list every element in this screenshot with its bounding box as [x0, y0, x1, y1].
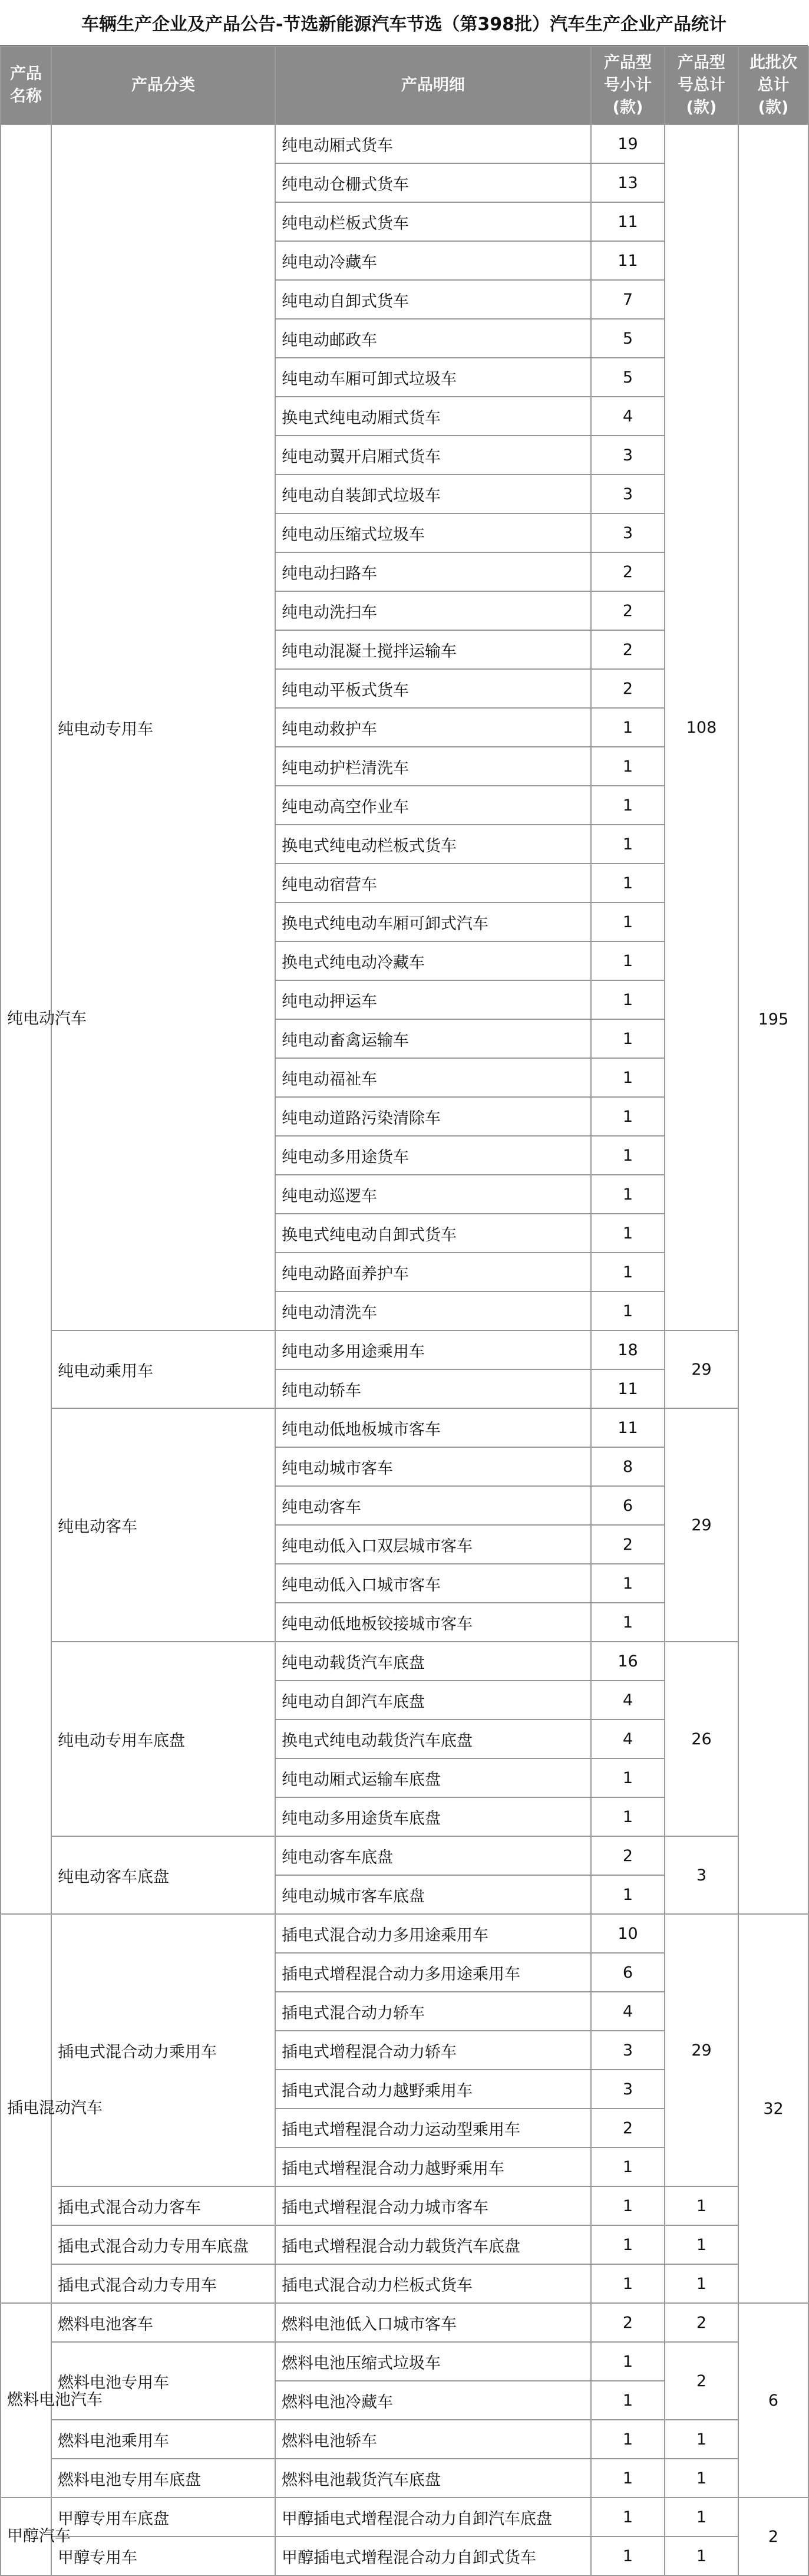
product-category-cell: 甲醇专用车底盘	[51, 2498, 275, 2537]
model-total-cell: 3	[665, 1836, 738, 1914]
product-detail-cell: 纯电动宿营车	[275, 864, 591, 902]
product-detail-cell: 纯电动压缩式垃圾车	[275, 513, 591, 552]
batch-total-cell: 6	[738, 2303, 808, 2498]
model-subtotal-cell: 5	[591, 319, 665, 358]
model-total-cell: 2	[665, 2342, 738, 2420]
header-batch-total: 此批次总计(款)	[738, 47, 808, 124]
model-subtotal-cell: 1	[591, 747, 665, 786]
table-row	[1, 2225, 808, 2264]
model-subtotal-cell: 1	[591, 1758, 665, 1797]
model-subtotal-cell: 6	[591, 1953, 665, 1992]
model-subtotal-cell: 1	[591, 708, 665, 747]
model-total-cell: 26	[665, 1642, 738, 1836]
model-total-cell: 29	[665, 1914, 738, 2186]
product-detail-cell: 燃料电池低入口城市客车	[275, 2303, 591, 2342]
product-detail-cell: 纯电动混凝土搅拌运输车	[275, 630, 591, 669]
header-model-subtotal: 产品型号小计(款)	[591, 47, 665, 124]
model-subtotal-cell: 1	[591, 1214, 665, 1253]
model-total-cell: 1	[665, 2264, 738, 2303]
product-category-cell: 甲醇专用车	[51, 2537, 275, 2575]
table-row	[1, 1408, 808, 1447]
product-category-cell: 插电式混合动力专用车底盘	[51, 2225, 275, 2264]
product-detail-cell: 插电式混合动力多用途乘用车	[275, 1914, 591, 1953]
table-row	[1, 2537, 808, 2575]
model-subtotal-cell: 2	[591, 669, 665, 708]
product-detail-cell: 插电式增程混合动力运动型乘用车	[275, 2109, 591, 2147]
model-subtotal-cell: 1	[591, 1797, 665, 1836]
product-detail-cell: 纯电动翼开启厢式货车	[275, 436, 591, 475]
model-subtotal-cell: 13	[591, 163, 665, 202]
batch-total-cell: 2	[738, 2498, 808, 2575]
model-subtotal-cell: 1	[591, 1019, 665, 1058]
product-detail-cell: 纯电动押运车	[275, 980, 591, 1019]
model-subtotal-cell: 4	[591, 397, 665, 436]
batch-total-cell: 195	[738, 124, 808, 1914]
model-subtotal-cell: 1	[591, 2381, 665, 2420]
model-total-cell: 1	[665, 2420, 738, 2459]
product-detail-cell: 换电式纯电动自卸式货车	[275, 1214, 591, 1253]
model-subtotal-cell: 1	[591, 2498, 665, 2537]
table-row	[1, 124, 808, 163]
product-detail-cell: 换电式纯电动车厢可卸式汽车	[275, 902, 591, 941]
table-row	[1, 1914, 808, 1953]
product-detail-cell: 纯电动多用途货车底盘	[275, 1797, 591, 1836]
model-subtotal-cell: 11	[591, 1369, 665, 1408]
model-subtotal-cell: 4	[591, 1719, 665, 1758]
model-subtotal-cell: 11	[591, 241, 665, 280]
product-detail-cell: 纯电动低入口双层城市客车	[275, 1525, 591, 1564]
model-total-cell: 1	[665, 2537, 738, 2575]
product-detail-cell: 插电式混合动力越野乘用车	[275, 2070, 591, 2109]
model-subtotal-cell: 1	[591, 1175, 665, 1214]
model-subtotal-cell: 1	[591, 2342, 665, 2381]
product-detail-cell: 纯电动巡逻车	[275, 1175, 591, 1214]
product-detail-cell: 纯电动客车底盘	[275, 1836, 591, 1875]
product-detail-cell: 纯电动冷藏车	[275, 241, 591, 280]
model-subtotal-cell: 18	[591, 1330, 665, 1369]
model-subtotal-cell: 2	[591, 2303, 665, 2342]
product-detail-cell: 燃料电池压缩式垃圾车	[275, 2342, 591, 2381]
product-detail-cell: 插电式混合动力轿车	[275, 1992, 591, 2031]
model-subtotal-cell: 4	[591, 1992, 665, 2031]
product-detail-cell: 纯电动栏板式货车	[275, 202, 591, 241]
table-row	[1, 2186, 808, 2225]
product-detail-cell: 纯电动低地板铰接城市客车	[275, 1603, 591, 1642]
table-row	[1, 1836, 808, 1875]
header-row	[1, 47, 808, 124]
product-category-cell: 燃料电池专用车底盘	[51, 2459, 275, 2498]
header-product-name: 产品名称	[1, 47, 51, 124]
model-subtotal-cell: 2	[591, 552, 665, 591]
product-category-cell: 燃料电池乘用车	[51, 2420, 275, 2459]
model-subtotal-cell: 1	[591, 1253, 665, 1292]
model-subtotal-cell: 3	[591, 475, 665, 513]
product-group-cell: 甲醇汽车	[1, 2498, 51, 2575]
model-subtotal-cell: 1	[591, 1058, 665, 1097]
model-subtotal-cell: 5	[591, 358, 665, 397]
model-subtotal-cell: 11	[591, 1408, 665, 1447]
product-detail-cell: 纯电动载货汽车底盘	[275, 1642, 591, 1681]
model-subtotal-cell: 1	[591, 2186, 665, 2225]
table-body	[1, 124, 808, 2575]
model-subtotal-cell: 3	[591, 2031, 665, 2070]
product-category-cell: 燃料电池专用车	[51, 2342, 275, 2420]
model-subtotal-cell: 3	[591, 2070, 665, 2109]
model-total-cell: 108	[665, 124, 738, 1330]
product-detail-cell: 甲醇插电式增程混合动力自卸式货车	[275, 2537, 591, 2575]
product-category-cell: 纯电动客车	[51, 1408, 275, 1642]
table-row	[1, 2342, 808, 2381]
table-row	[1, 1642, 808, 1681]
model-total-cell: 1	[665, 2186, 738, 2225]
model-subtotal-cell: 1	[591, 2537, 665, 2575]
header-model-total: 产品型号总计(款)	[665, 47, 738, 124]
product-detail-cell: 插电式增程混合动力多用途乘用车	[275, 1953, 591, 1992]
model-subtotal-cell: 7	[591, 280, 665, 319]
product-category-cell: 插电式混合动力乘用车	[51, 1914, 275, 2186]
product-detail-cell: 甲醇插电式增程混合动力自卸汽车底盘	[275, 2498, 591, 2537]
table-row	[1, 1330, 808, 1369]
product-category-cell: 插电式混合动力客车	[51, 2186, 275, 2225]
page-title: 车辆生产企业及产品公告-节选新能源汽车节选（第398批）汽车生产企业产品统计	[0, 0, 808, 46]
product-category-cell: 燃料电池客车	[51, 2303, 275, 2342]
table-row	[1, 2303, 808, 2342]
product-detail-cell: 燃料电池轿车	[275, 2420, 591, 2459]
model-subtotal-cell: 1	[591, 1564, 665, 1603]
model-subtotal-cell: 1	[591, 825, 665, 864]
product-detail-cell: 纯电动城市客车	[275, 1447, 591, 1486]
product-detail-cell: 换电式纯电动冷藏车	[275, 941, 591, 980]
product-detail-cell: 纯电动轿车	[275, 1369, 591, 1408]
product-detail-cell: 纯电动自装卸式垃圾车	[275, 475, 591, 513]
model-subtotal-cell: 2	[591, 2109, 665, 2147]
product-detail-cell: 纯电动自卸汽车底盘	[275, 1681, 591, 1719]
model-subtotal-cell: 1	[591, 2225, 665, 2264]
header-product-category: 产品分类	[51, 47, 275, 124]
model-subtotal-cell: 1	[591, 1136, 665, 1175]
product-detail-cell: 纯电动路面养护车	[275, 1253, 591, 1292]
model-subtotal-cell: 3	[591, 436, 665, 475]
statistics-table	[0, 46, 809, 2576]
product-detail-cell: 燃料电池载货汽车底盘	[275, 2459, 591, 2498]
product-detail-cell: 纯电动清洗车	[275, 1292, 591, 1330]
model-subtotal-cell: 2	[591, 1836, 665, 1875]
model-total-cell: 1	[665, 2459, 738, 2498]
model-total-cell: 29	[665, 1408, 738, 1642]
product-detail-cell: 纯电动邮政车	[275, 319, 591, 358]
product-detail-cell: 纯电动多用途乘用车	[275, 1330, 591, 1369]
batch-total-cell: 32	[738, 1914, 808, 2303]
product-detail-cell: 纯电动车厢可卸式垃圾车	[275, 358, 591, 397]
product-detail-cell: 纯电动多用途货车	[275, 1136, 591, 1175]
product-detail-cell: 燃料电池冷藏车	[275, 2381, 591, 2420]
product-detail-cell: 纯电动客车	[275, 1486, 591, 1525]
model-subtotal-cell: 1	[591, 980, 665, 1019]
product-detail-cell: 纯电动平板式货车	[275, 669, 591, 708]
product-detail-cell: 纯电动仓栅式货车	[275, 163, 591, 202]
model-subtotal-cell: 2	[591, 630, 665, 669]
header-product-detail: 产品明细	[275, 47, 591, 124]
model-subtotal-cell: 1	[591, 1292, 665, 1330]
model-subtotal-cell: 1	[591, 864, 665, 902]
model-total-cell: 29	[665, 1330, 738, 1408]
model-subtotal-cell: 1	[591, 1603, 665, 1642]
model-subtotal-cell: 1	[591, 902, 665, 941]
model-subtotal-cell: 1	[591, 786, 665, 825]
model-subtotal-cell: 16	[591, 1642, 665, 1681]
product-detail-cell: 纯电动福祉车	[275, 1058, 591, 1097]
model-total-cell: 1	[665, 2225, 738, 2264]
product-category-cell: 纯电动乘用车	[51, 1330, 275, 1408]
model-subtotal-cell: 10	[591, 1914, 665, 1953]
product-category-cell: 纯电动专用车	[51, 124, 275, 1330]
product-detail-cell: 纯电动低入口城市客车	[275, 1564, 591, 1603]
product-detail-cell: 纯电动高空作业车	[275, 786, 591, 825]
product-detail-cell: 纯电动畜禽运输车	[275, 1019, 591, 1058]
table-row	[1, 2459, 808, 2498]
model-total-cell: 2	[665, 2303, 738, 2342]
product-detail-cell: 纯电动洗扫车	[275, 591, 591, 630]
model-subtotal-cell: 1	[591, 2147, 665, 2186]
product-detail-cell: 插电式混合动力栏板式货车	[275, 2264, 591, 2303]
model-subtotal-cell: 1	[591, 1875, 665, 1914]
model-subtotal-cell: 8	[591, 1447, 665, 1486]
product-detail-cell: 纯电动护栏清洗车	[275, 747, 591, 786]
product-group-cell: 纯电动汽车	[1, 124, 51, 1914]
product-group-cell: 燃料电池汽车	[1, 2303, 51, 2498]
model-subtotal-cell: 1	[591, 2264, 665, 2303]
product-detail-cell: 纯电动低地板城市客车	[275, 1408, 591, 1447]
table-row	[1, 2498, 808, 2537]
product-detail-cell: 纯电动城市客车底盘	[275, 1875, 591, 1914]
table-row	[1, 2264, 808, 2303]
model-subtotal-cell: 1	[591, 2420, 665, 2459]
product-detail-cell: 纯电动厢式货车	[275, 124, 591, 163]
product-detail-cell: 换电式纯电动厢式货车	[275, 397, 591, 436]
product-detail-cell: 纯电动自卸式货车	[275, 280, 591, 319]
table-row	[1, 2420, 808, 2459]
product-detail-cell: 纯电动扫路车	[275, 552, 591, 591]
model-subtotal-cell: 4	[591, 1681, 665, 1719]
product-detail-cell: 纯电动道路污染清除车	[275, 1097, 591, 1136]
model-subtotal-cell: 11	[591, 202, 665, 241]
product-detail-cell: 换电式纯电动载货汽车底盘	[275, 1719, 591, 1758]
product-category-cell: 纯电动专用车底盘	[51, 1642, 275, 1836]
model-subtotal-cell: 6	[591, 1486, 665, 1525]
product-detail-cell: 纯电动救护车	[275, 708, 591, 747]
model-total-cell: 1	[665, 2498, 738, 2537]
model-subtotal-cell: 1	[591, 941, 665, 980]
model-subtotal-cell: 3	[591, 513, 665, 552]
model-subtotal-cell: 1	[591, 2459, 665, 2498]
model-subtotal-cell: 19	[591, 124, 665, 163]
product-detail-cell: 插电式增程混合动力越野乘用车	[275, 2147, 591, 2186]
product-detail-cell: 插电式增程混合动力轿车	[275, 2031, 591, 2070]
model-subtotal-cell: 1	[591, 1097, 665, 1136]
product-group-cell: 插电混动汽车	[1, 1914, 51, 2303]
product-category-cell: 纯电动客车底盘	[51, 1836, 275, 1914]
product-detail-cell: 纯电动厢式运输车底盘	[275, 1758, 591, 1797]
product-category-cell: 插电式混合动力专用车	[51, 2264, 275, 2303]
model-subtotal-cell: 2	[591, 1525, 665, 1564]
model-subtotal-cell: 2	[591, 591, 665, 630]
product-detail-cell: 换电式纯电动栏板式货车	[275, 825, 591, 864]
product-detail-cell: 插电式增程混合动力载货汽车底盘	[275, 2225, 591, 2264]
product-detail-cell: 插电式增程混合动力城市客车	[275, 2186, 591, 2225]
